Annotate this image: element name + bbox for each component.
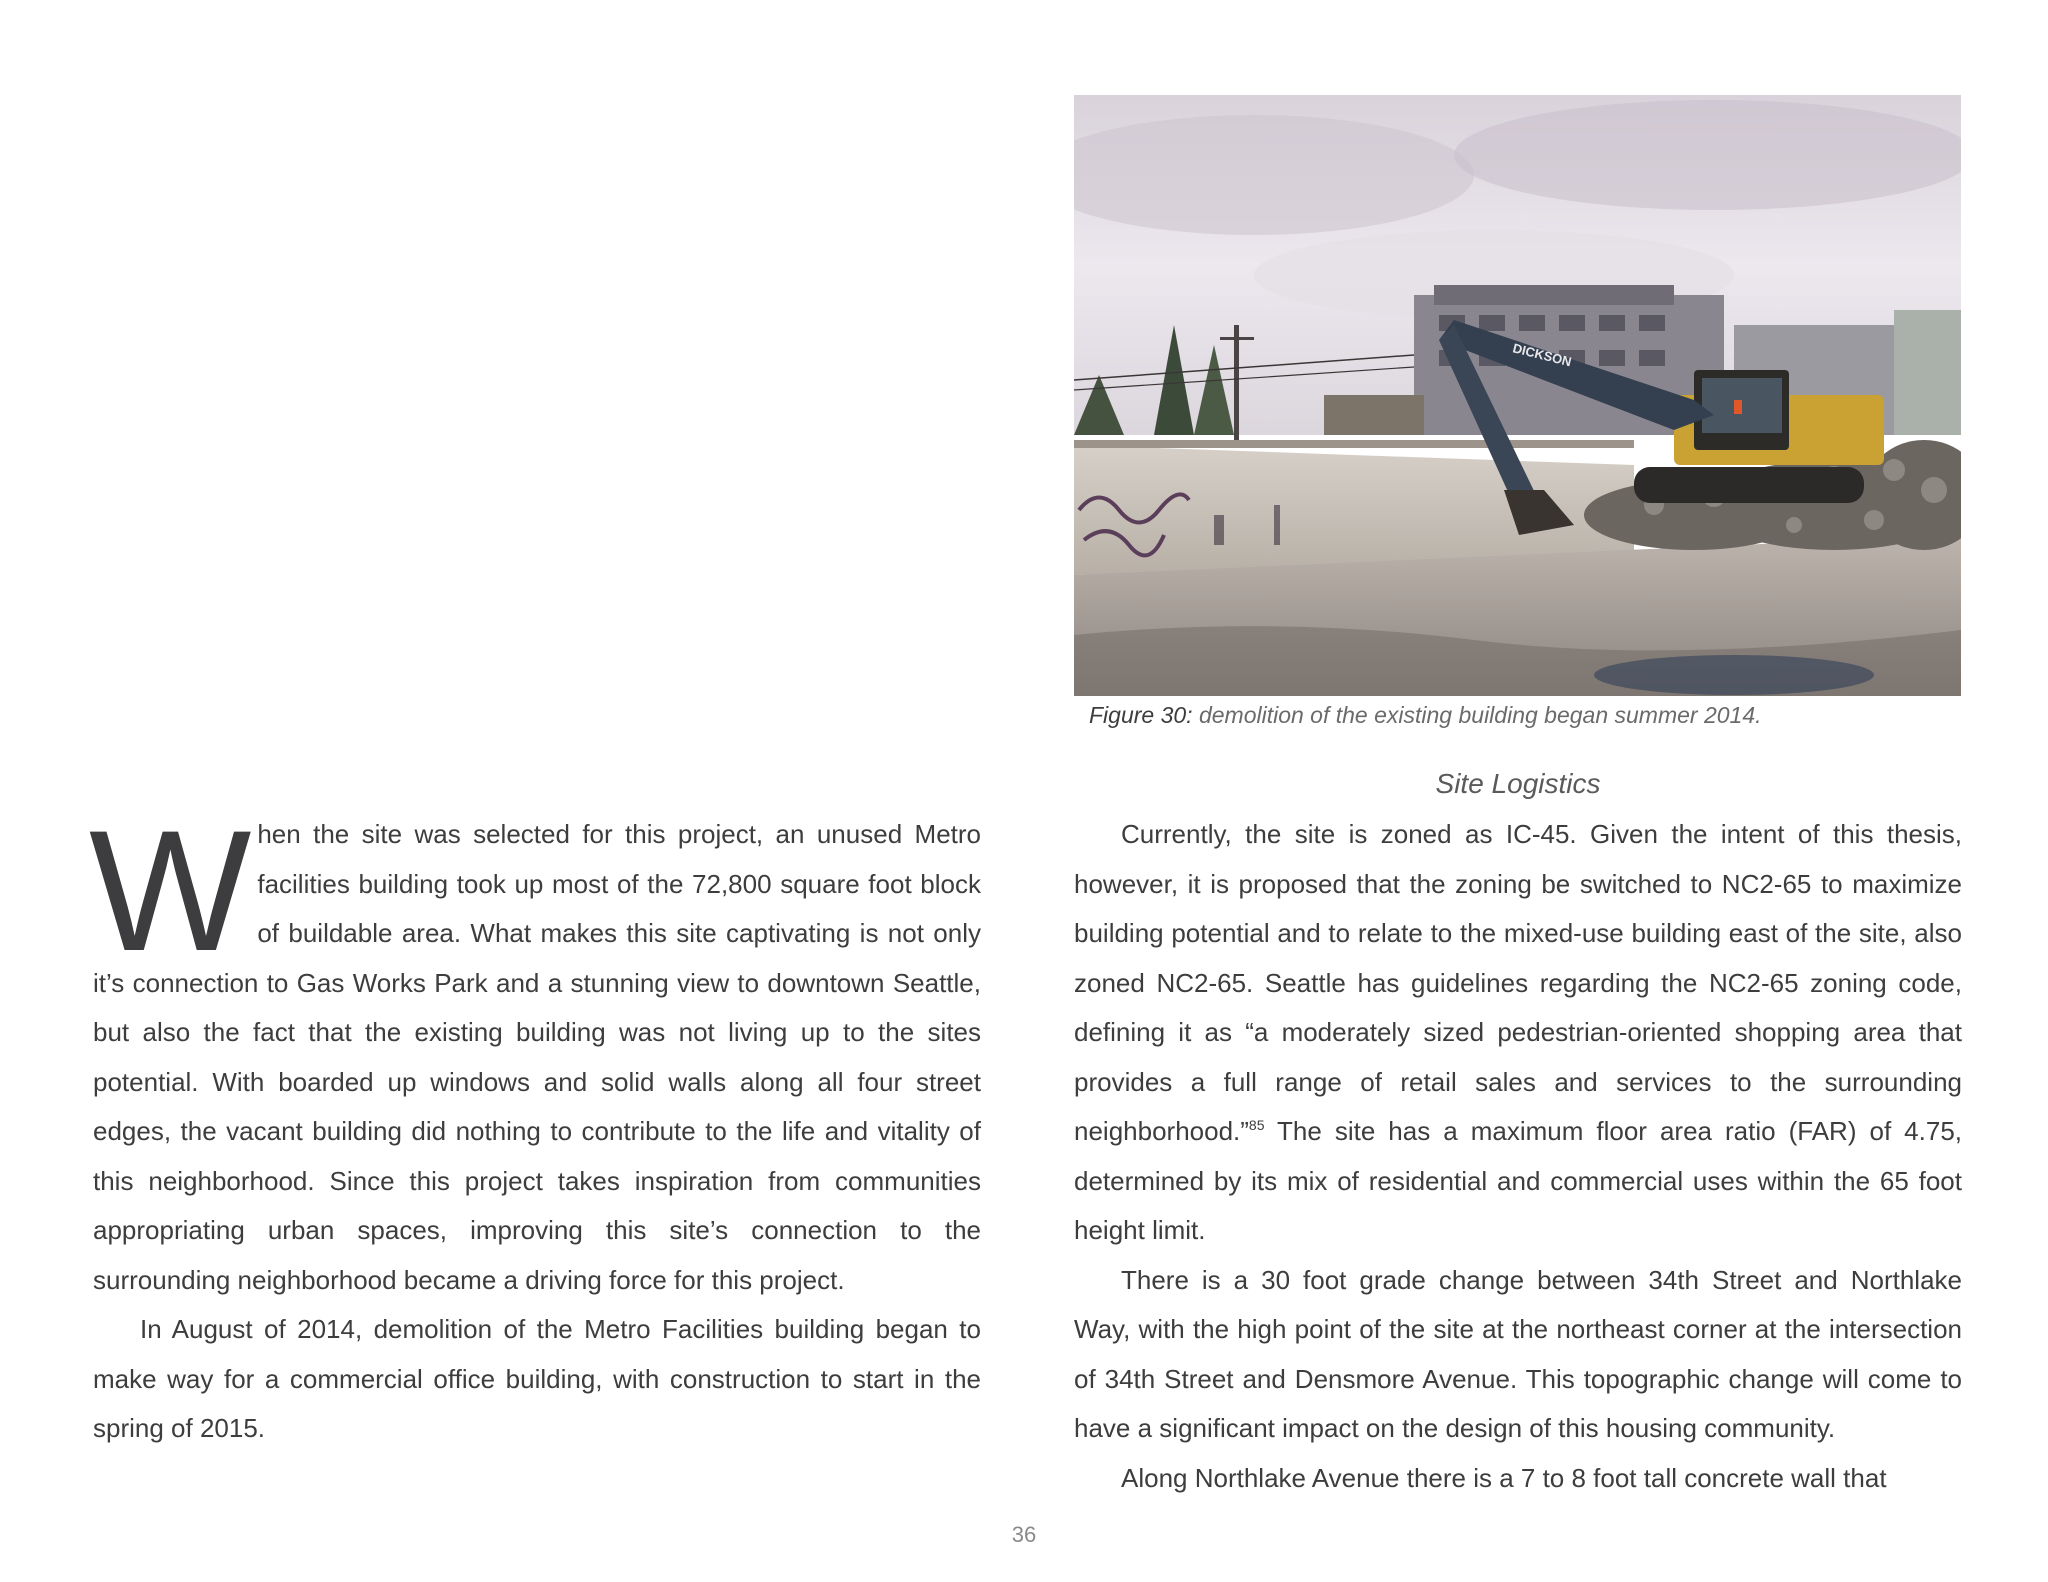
figure-label: Figure 30: bbox=[1089, 702, 1193, 728]
section-heading: Site Logistics bbox=[1435, 768, 1601, 799]
excavator-brand-text: DICKSON bbox=[1511, 340, 1574, 370]
right-paragraph-1 bbox=[1074, 810, 1962, 1256]
left-paragraph-1-text: hen the site was selected for this project, an unused Metro facilities building took up most of the 72,800 square foot block of buildable area. What makes this site captivating is not only it’s connection to Gas Works Park and a stunning view to downtown Seattle, but also the fact that the existing building was not living up to the sites potential. With boarded up windows and solid walls along all four street edges, the vacant building did nothing to contribute to the life and vitality of this neighborhood. Since this project takes inspiration from communities appropriating urban spaces, improving this site’s connection to the surrounding neighborhood became a driving force for this project. bbox=[93, 819, 981, 1295]
figure-photo bbox=[1074, 95, 1961, 696]
footnote-marker: 85 bbox=[1248, 1117, 1265, 1133]
dropcap: W bbox=[89, 795, 252, 987]
page-number: 36 bbox=[1011, 1522, 1037, 1547]
left-paragraph-2: In August of 2014, demolition of the Metro Facilities building began to make way for a commercial office building, with construction to start in the spring of 2015. bbox=[93, 1314, 981, 1443]
left-column bbox=[89, 795, 981, 1454]
right-paragraph-1-text-b: The site has a maximum floor area ratio (FAR) of 4.75, determined by its mix of residential and commercial uses within the 65 foot height limit. bbox=[1074, 1116, 1962, 1245]
right-paragraph-2: There is a 30 foot grade change between 34th Street and Northlake Way, with the high point of the site at the northeast corner at the intersection of 34th Street and Densmore Avenue. This topographic change will come to have a significant impact on the design of this housing community. bbox=[1074, 1264, 1962, 1443]
right-paragraph-3: Along Northlake Avenue there is a 7 to 8 foot tall concrete wall that bbox=[1121, 1462, 1887, 1493]
right-paragraph-1-text-a: Currently, the site is zoned as IC-45. Given the intent of this thesis, however, it is proposed that the zoning be switched to NC2-65 to maximize building potential and to relate to the mixed-use building east of the site, also zoned NC2-65. Seattle has guidelines regarding the NC2-65 zoning code, defining it as “a moderately sized pedestrian-oriented shopping area that provides a full range of retail sales and services to the surrounding neighborhood.” bbox=[1074, 819, 1962, 1146]
figure-caption-text: demolition of the existing building began summer 2014. bbox=[1192, 702, 1762, 728]
right-column bbox=[1074, 810, 1962, 1503]
left-paragraph-1 bbox=[89, 795, 981, 1305]
figure-caption bbox=[1089, 700, 1762, 730]
